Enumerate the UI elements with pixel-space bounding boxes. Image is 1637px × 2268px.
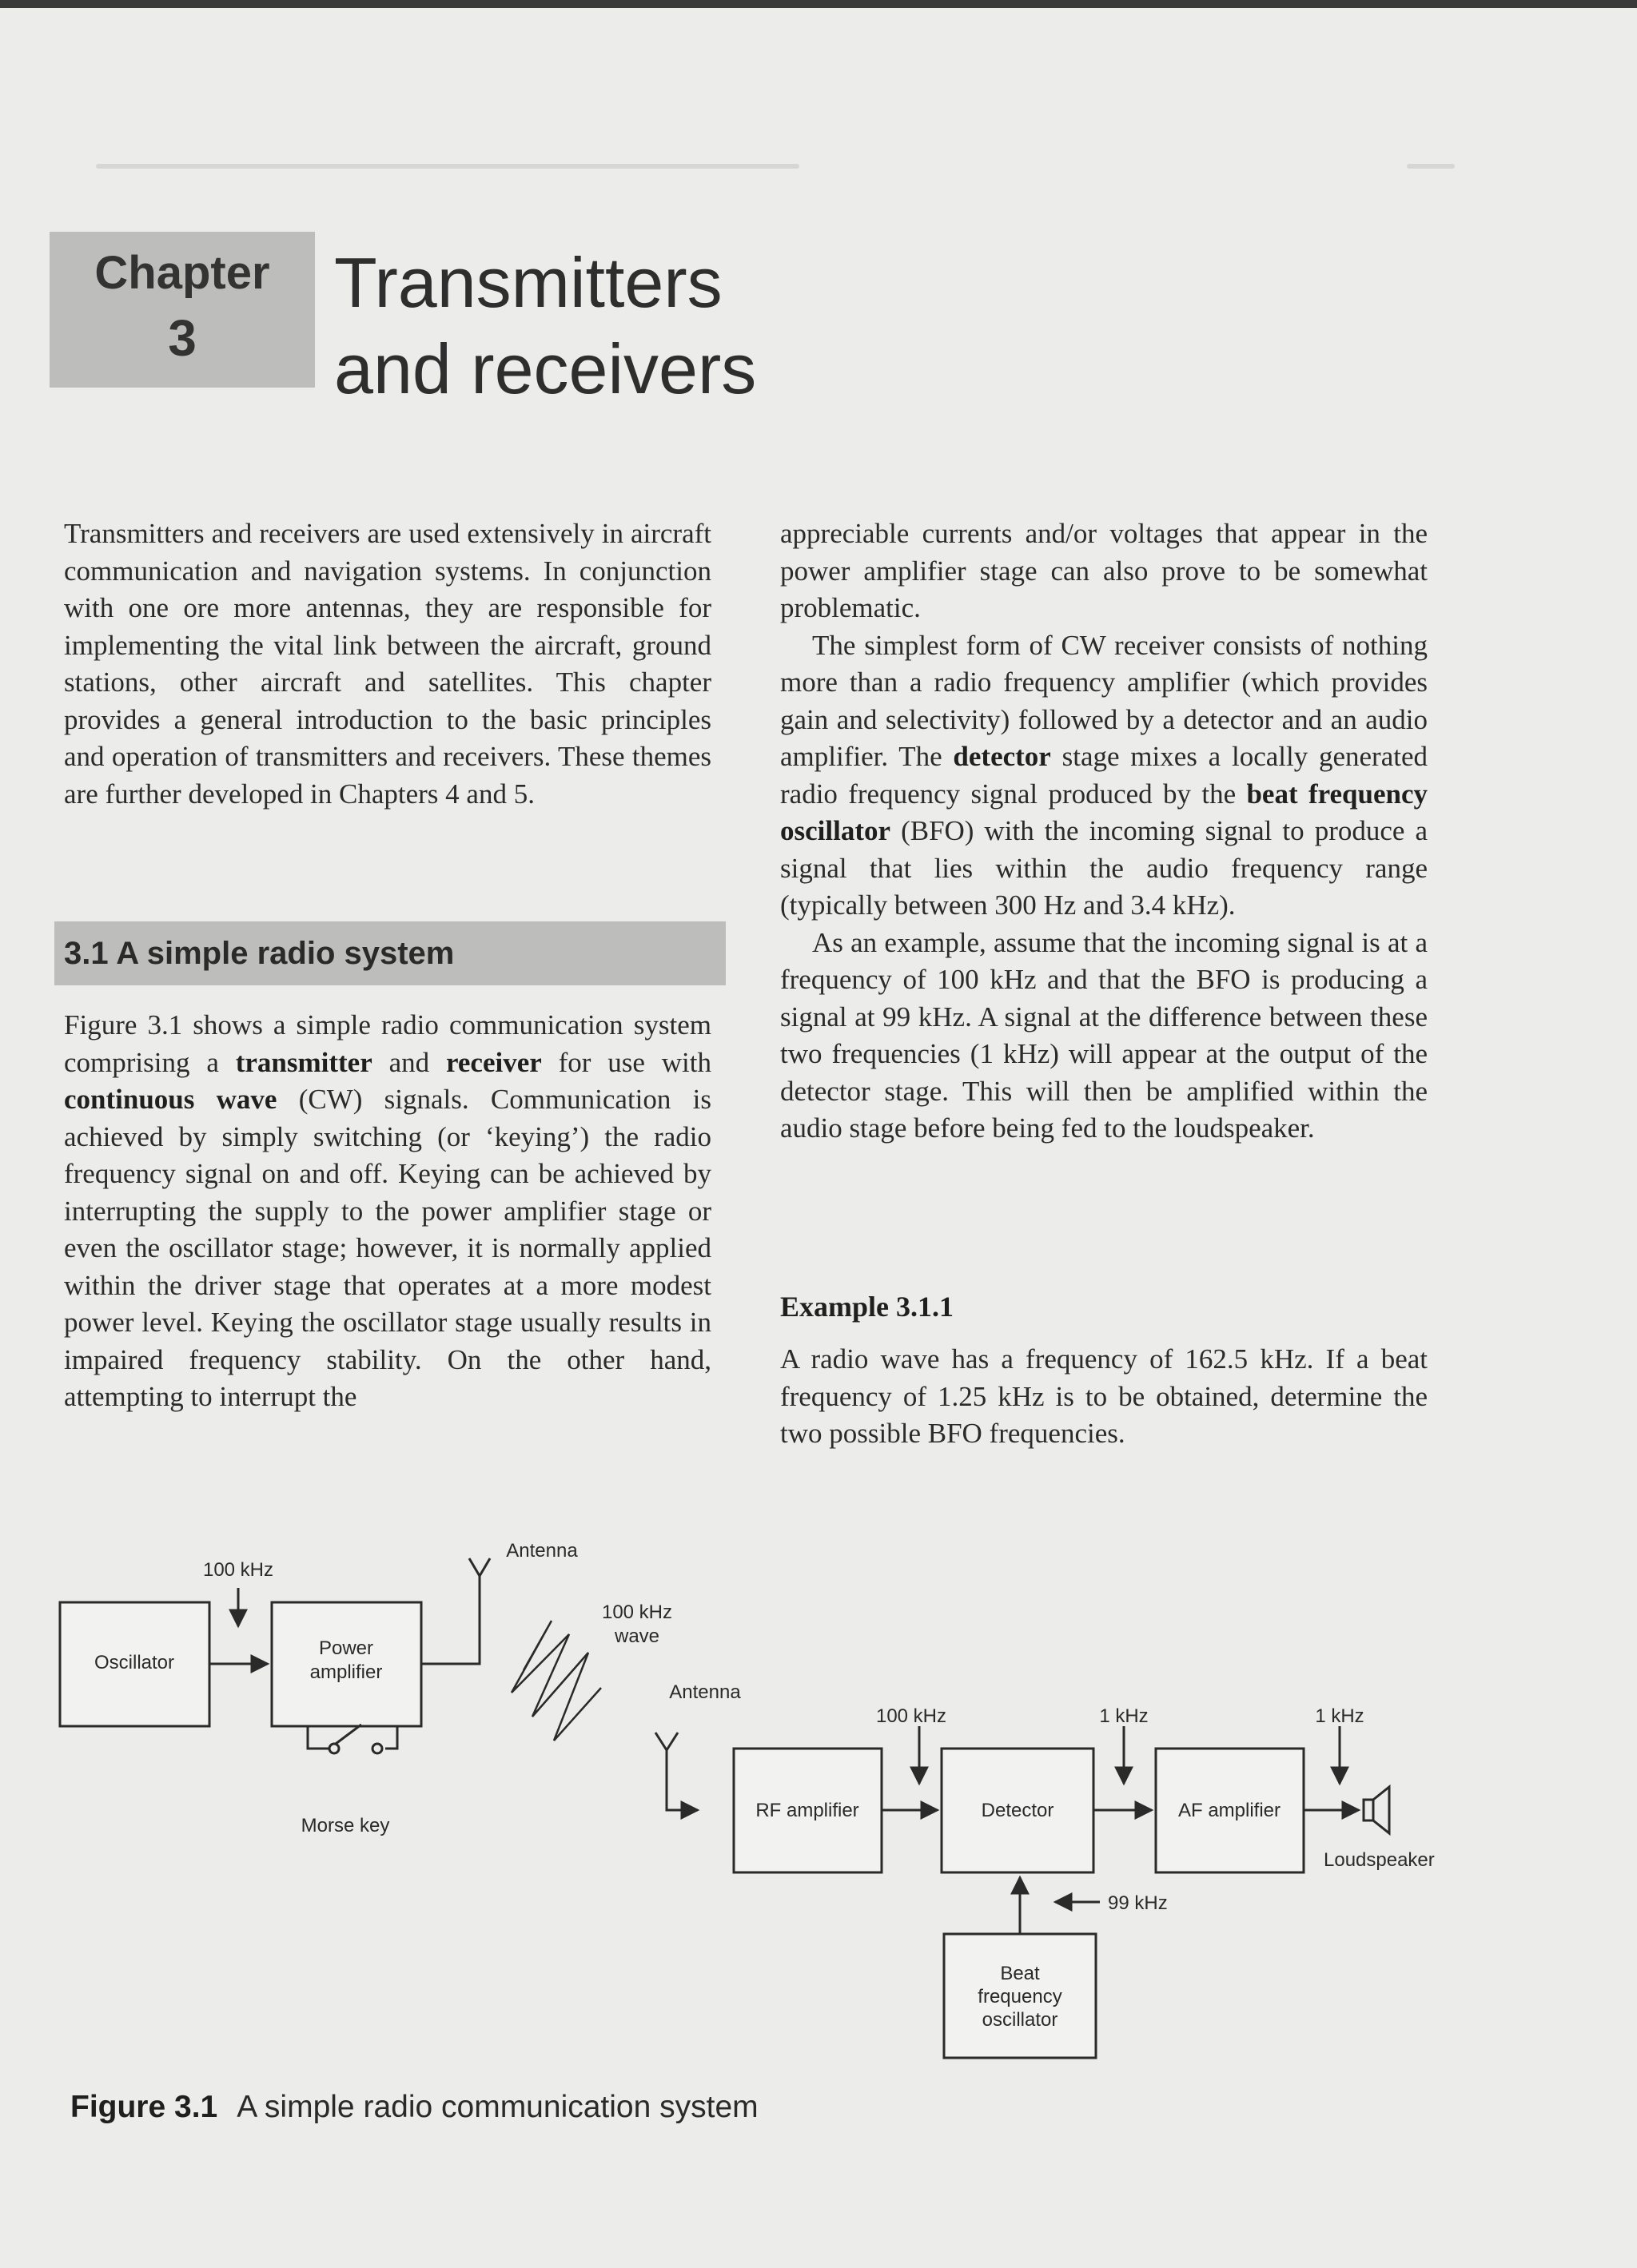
- oscillator-label: Oscillator: [94, 1652, 175, 1673]
- wave-label-2: wave: [614, 1625, 660, 1647]
- bfo-label-1: Beat: [1000, 1963, 1040, 1984]
- tx-freq-label: 100 kHz: [202, 1559, 274, 1581]
- tx-antenna-icon: [469, 1558, 490, 1576]
- section-heading: 3.1 A simple radio system: [54, 921, 726, 985]
- rx-antenna-icon: [655, 1733, 678, 1750]
- morse-key-contact-left: [329, 1744, 339, 1753]
- chapter-number: 3: [168, 309, 197, 367]
- morse-key-wire-right: [385, 1726, 397, 1749]
- example-heading: Example 3.1.1: [780, 1291, 954, 1323]
- text-run: (CW) signals. Communication is achieved by simply switching (or ‘keying’) the radio frequency signal on and off. Keying can be achieved by interrupting the supply to the power amplifier stage or even the oscillator stage; however, it is normally applied within the driver stage that operates at a more modest power level. Keying the oscillator stage usually results in impaired frequency stability. On the other hand, attempting to interrupt the: [64, 1084, 711, 1412]
- power-amp-label-1: Power: [318, 1637, 374, 1659]
- figure-caption: [70, 2090, 759, 2125]
- morse-key-contact-right: [372, 1744, 382, 1753]
- chapter-title-line-2: and receivers: [334, 329, 757, 408]
- loudspeaker-body: [1364, 1800, 1373, 1820]
- text-run: Figure 3.1 shows a simple radio communication system comprising a: [64, 1009, 711, 1078]
- tx-antenna-label: Antenna: [506, 1540, 578, 1562]
- morse-key-lever: [336, 1725, 361, 1744]
- continued-paragraph: appreciable currents and/or voltages that appear in the power amplifier stage can also prove to be somewhat problematic.: [780, 518, 1428, 623]
- wave-label-1: 100 kHz: [601, 1602, 673, 1623]
- text-run: and: [372, 1046, 446, 1078]
- figure-caption-text: A simple radio communication system: [237, 2090, 759, 2124]
- text-run: for use with: [541, 1046, 711, 1078]
- chapter-word: Chapter: [94, 247, 270, 299]
- bold-term-transmitter: transmitter: [235, 1046, 372, 1078]
- power-amp-label-2: amplifier: [309, 1661, 383, 1683]
- af-amplifier-label: AF amplifier: [1177, 1800, 1281, 1821]
- af-freq-label: 1 kHz: [1315, 1705, 1364, 1727]
- bold-term-receiver: receiver: [445, 1046, 542, 1078]
- bfo-freq-label: 99 kHz: [1108, 1892, 1168, 1914]
- rx-freq-label: 100 kHz: [875, 1705, 947, 1727]
- detector-label: Detector: [981, 1800, 1054, 1821]
- morse-key-wire-left: [308, 1726, 329, 1749]
- morse-key-label: Morse key: [301, 1815, 390, 1836]
- text-run: stage mixes a locally generated radio frequency signal produced by the: [780, 741, 1428, 810]
- example-text: A radio wave has a frequency of 162.5 kHz. If a beat frequency of 1.25 kHz is to be obtained, determine the two possible BFO frequencies.: [780, 1343, 1428, 1449]
- text-run: The simplest form of CW receiver consists of nothing more than a radio frequency amplifier (which provides gain and selectivity) followed by a detector and an audio amplifier. The: [780, 629, 1428, 772]
- bold-term-bfo: beat frequency oscillator: [780, 778, 1428, 846]
- rx-antenna-feed: [667, 1750, 698, 1810]
- rf-amplifier-label: RF amplifier: [755, 1800, 859, 1821]
- rx-antenna-label: Antenna: [669, 1681, 741, 1703]
- figure-caption-label: Figure 3.1: [70, 2090, 218, 2124]
- example-paragraph: As an example, assume that the incoming signal is at a frequency of 100 kHz and that the BFO is producing a signal at 99 kHz. A signal at the difference between these two frequencies (1 kHz) will appear at the output of the detector stage. This will then be amplified within the audio stage before being fed to the loudspeaker.: [780, 926, 1428, 1144]
- tx-antenna-feed: [421, 1576, 480, 1664]
- text-run: (BFO) with the incoming signal to produce a signal that lies within the audio frequency range (typically between 300 Hz and 3.4 kHz).: [780, 815, 1428, 921]
- bold-term-continuous-wave: continuous wave: [64, 1084, 277, 1115]
- chapter-title-line-1: Transmitters: [334, 243, 723, 322]
- intro-text: Transmitters and receivers are used extensively in aircraft communication and navigation systems. In conjunction with one ore more antennas, they are responsible for implementing the vital link between the aircraft, ground stations, other aircraft and satellites. This chapter provides a general introduction to the basic principles and operation of transmitters and receivers. These themes are further developed in Chapters 4 and 5.: [64, 518, 711, 810]
- radio-wave-icon: [512, 1621, 601, 1741]
- det-freq-label: 1 kHz: [1099, 1705, 1149, 1727]
- bfo-label-3: oscillator: [982, 2009, 1058, 2031]
- loudspeaker-cone: [1373, 1787, 1389, 1833]
- bold-term-detector: detector: [953, 741, 1051, 772]
- bfo-label-2: frequency: [978, 1986, 1062, 2007]
- loudspeaker-label: Loudspeaker: [1324, 1849, 1435, 1871]
